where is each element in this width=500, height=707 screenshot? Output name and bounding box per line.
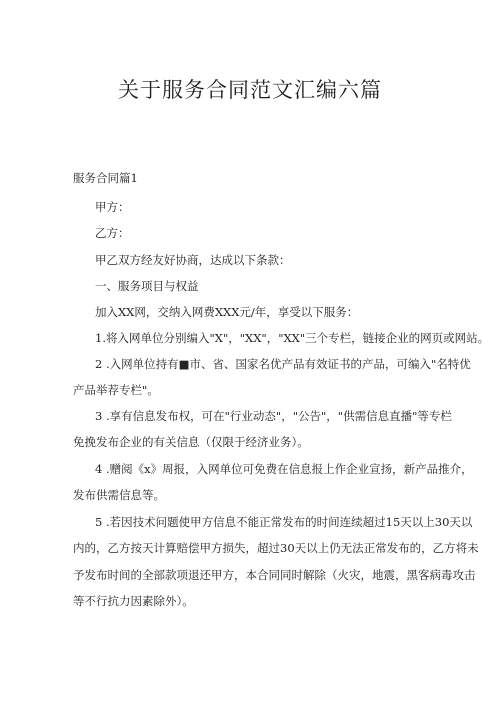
clause-5-line-1: 5 .若因技术问题使甲方信息不能正常发布的时间连续超过15天以上30天以 — [95, 515, 473, 529]
clause-2-line-2: 产品举荐专栏"。 — [73, 383, 159, 397]
clause-5-line-3: 予发布时间的全部款项退还甲方，本合同同时解除（火灾，地震，黑客病毒攻击 — [73, 568, 476, 582]
heading-service-items: 一、服务项目与权益 — [95, 279, 199, 293]
clause-2-line-1: 2 .入网单位持有■市、省、国家名优产品有效证书的产品，可编入"名特优 — [95, 357, 471, 371]
fee-paragraph: 加入XX网，交纳入网费XXX元/年，享受以下服务： — [95, 305, 359, 319]
clause-5-line-2: 内的，乙方按天计算赔偿甲方损失，超过30天以上仍无法正常发布的，乙方将未 — [73, 541, 479, 555]
intro-paragraph: 甲乙双方经友好协商，达成以下条款： — [95, 253, 291, 267]
clause-3-line-2: 免挽发布企业的有关信息（仅限于经济业务）。 — [73, 435, 309, 449]
clause-3-line-1: 3 .享有信息发布权，可在"行业动态"，"公告"，"供需信息直播"等专栏 — [95, 409, 452, 423]
clause-1-line-1: 1.将入网单位分别编入"X"，"XX"，"XX"三个专栏，链接企业的网页或网站。 — [95, 331, 490, 345]
clause-4-line-1: 4 .赠阅《x》周报，入网单位可免费在信息报上作企业宣扬，新产品推介， — [95, 462, 473, 476]
party-a-label: 甲方： — [95, 200, 130, 214]
clause-4-line-2: 发布供需信息等。 — [73, 488, 165, 502]
party-b-label: 乙方： — [95, 226, 130, 240]
document-title: 关于服务合同范文汇编六篇 — [118, 78, 382, 102]
section-title: 服务合同篇1 — [73, 171, 138, 185]
clause-5-line-4: 等不行抗力因素除外）。 — [73, 594, 194, 608]
